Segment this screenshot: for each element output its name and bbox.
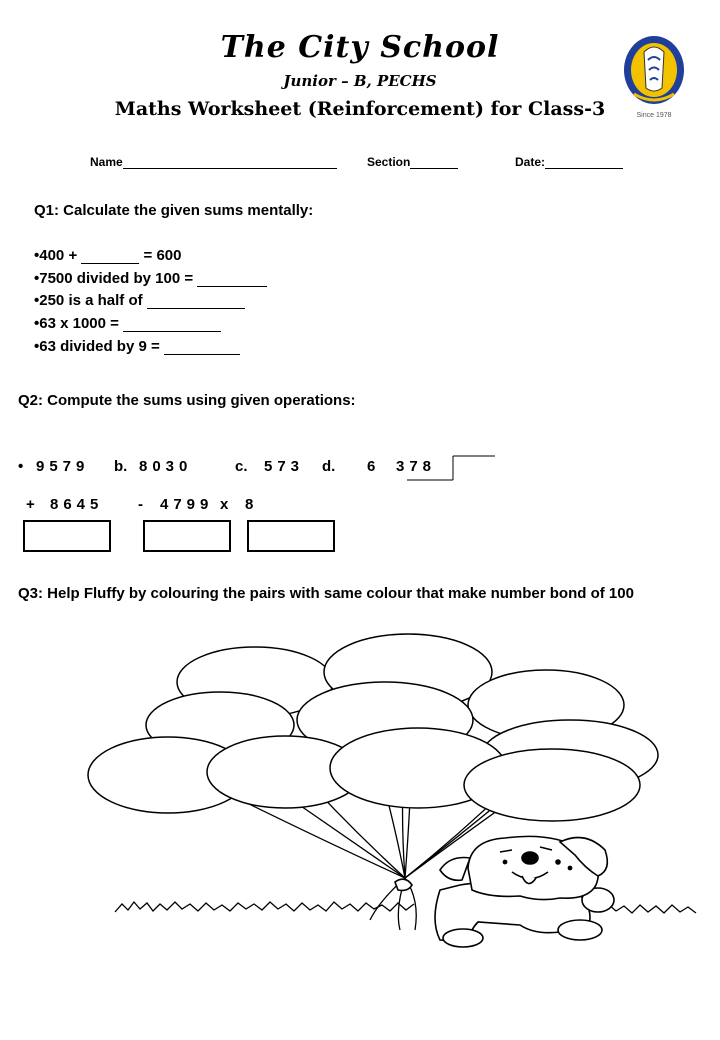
date-field[interactable]: [515, 155, 623, 169]
q2-title: Q2: Compute the sums using given operations:: [18, 392, 356, 409]
balloon[interactable]: [464, 749, 640, 821]
long-division-bracket: [405, 452, 497, 484]
q2-c-label: c.: [235, 458, 248, 475]
worksheet-title: Maths Worksheet (Reinforcement) for Class-3: [114, 98, 606, 120]
answer-box-c[interactable]: [247, 520, 335, 552]
name-label: Name: [90, 155, 123, 169]
q2-b-top: 8030: [139, 458, 193, 475]
q2-d-label: d.: [322, 458, 336, 475]
answer-box-b[interactable]: [143, 520, 231, 552]
school-logo-icon: [622, 32, 686, 116]
q1-item-5[interactable]: [34, 338, 240, 355]
q1-item-text: •63 divided by 9 =: [34, 338, 164, 355]
q2-b-operator: -: [138, 496, 148, 513]
q1-title: Q1: Calculate the given sums mentally:: [34, 202, 314, 219]
q2-c-bottom: 8: [245, 496, 259, 513]
q2-d-dividend: 378: [396, 458, 437, 475]
fluffy-dog-icon: [395, 836, 614, 947]
q2-c-top: 573: [264, 458, 305, 475]
q1-item-text: •63 x 1000 =: [34, 315, 124, 332]
school-name: The City School: [220, 30, 500, 65]
q2-c-operator: x: [220, 496, 234, 513]
q2-b-label: b.: [114, 458, 128, 475]
q1-item-1[interactable]: [34, 247, 182, 264]
answer-box-a[interactable]: [23, 520, 111, 552]
q1-item-3[interactable]: [34, 292, 245, 309]
q1-item-text: •250 is a half of: [34, 292, 147, 309]
section-field[interactable]: [367, 155, 458, 169]
fluffy-balloons-illustration: [0, 600, 720, 1000]
section-label: Section: [367, 155, 411, 169]
q2-a-operator: +: [26, 496, 40, 513]
name-field[interactable]: [90, 155, 337, 169]
q2-a-bottom: 8645: [50, 496, 104, 513]
q2-bullet: •: [18, 458, 29, 475]
q2-a-top: 9579: [36, 458, 90, 475]
q1-item-4[interactable]: [34, 315, 221, 332]
q1-item-text: = 600: [139, 247, 182, 264]
logo-caption: Since 1978: [636, 112, 672, 119]
q3-title: Q3: Help Fluffy by colouring the pairs with same colour that make number bond of 100: [18, 585, 634, 602]
q1-item-text: •7500 divided by 100 =: [34, 270, 198, 287]
q1-item-text: •400 +: [34, 247, 82, 264]
q2-b-bottom: 4799: [160, 496, 214, 513]
date-label: Date:: [515, 155, 546, 169]
branch-name: Junior – B, PECHS: [283, 72, 437, 90]
q2-d-divisor: 6: [367, 458, 381, 475]
q1-item-2[interactable]: [34, 270, 267, 287]
